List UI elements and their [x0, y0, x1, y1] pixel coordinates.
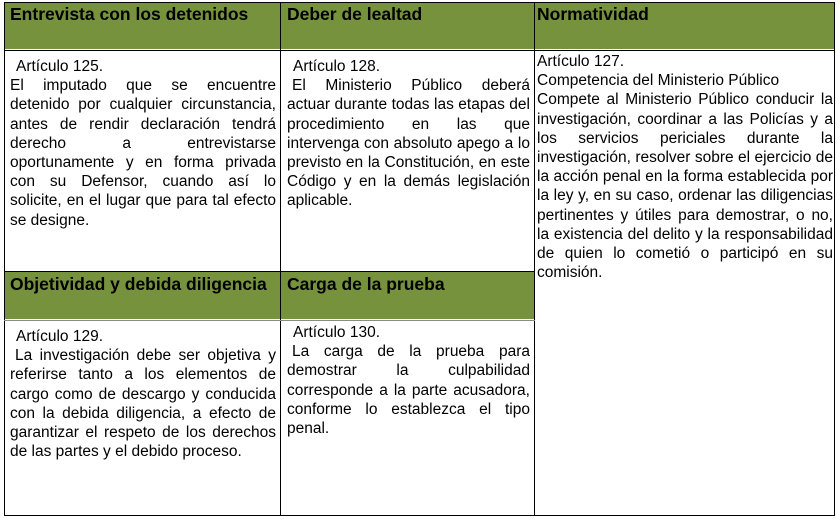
body-lealtad: [281, 51, 534, 270]
body-objetividad: [4, 321, 280, 516]
body-entrevista: [4, 51, 280, 270]
header-objetividad: [4, 272, 280, 319]
text-normatividad: Compete al Ministerio Público conducir la investigación, coordinar a las Policías y a los servicios periciales durante la investigación, resolver sobre el ejercicio de la acción penal en la forma establecida por la ley y, en su caso, ordenar las diligencias pertinentes y útiles para demostrar, o no, la existencia del delito y la responsabilidad de quien lo cometió o participó en su comisión.: [537, 91, 833, 282]
header-normatividad: [535, 2, 835, 49]
legal-principles-table: [4, 2, 835, 516]
header-entrevista: [4, 2, 280, 49]
header-normatividad-title: Normatividad: [537, 4, 649, 24]
article-128: Artículo 128.: [293, 58, 381, 75]
header-entrevista-title: Entrevista con los detenidos: [10, 4, 249, 24]
header-objetividad-title: Objetividad y debida diligencia: [10, 274, 267, 294]
article-129: Artículo 129.: [16, 328, 104, 345]
text-carga: La carga de la prueba para demostrar la culpabilidad corresponde a la parte acusadora, conforme lo establezca el tipo penal.: [287, 343, 530, 438]
header-carga: [281, 272, 534, 319]
subtitle-normatividad: Competencia del Ministerio Público: [537, 72, 780, 90]
article-125: Artículo 125.: [16, 58, 104, 75]
header-carga-title: Carga de la prueba: [287, 274, 445, 294]
border-top: [4, 2, 835, 3]
border-right: [834, 2, 835, 516]
text-objetividad: La investigación debe ser objetiva y referirse tanto a los elementos de cargo como de descargo y conducida con la debida diligencia, a efecto de garantizar el respeto de los derechos de las partes y el debido proceso.: [10, 347, 276, 461]
border-bottom: [4, 515, 835, 516]
article-127: Artículo 127.: [537, 53, 625, 70]
header-lealtad-title: Deber de lealtad: [287, 4, 423, 24]
header-lealtad: [281, 2, 534, 49]
border-row-mid: [4, 271, 535, 272]
border-col2: [534, 2, 535, 516]
border-left: [4, 2, 5, 516]
article-130: Artículo 130.: [293, 324, 381, 341]
text-lealtad: El Ministerio Público deberá actuar durante todas las etapas del procedimiento en las que intervenga con absoluto apego a lo previsto en la Constitución, en este Código y en la demás legislación aplicable.: [287, 77, 530, 210]
body-normatividad: [535, 51, 835, 516]
border-col1: [280, 2, 281, 516]
border-header1: [4, 50, 835, 51]
body-carga: [281, 321, 534, 516]
border-header2: [4, 320, 535, 321]
text-entrevista: El imputado que se encuentre detenido por cualquier circunstancia, antes de rendir declaración tendrá derecho a entrevistarse oportunamente y en forma privada con su Defensor, cuando así lo solicite, en el lugar que para tal efecto se designe.: [10, 77, 276, 229]
